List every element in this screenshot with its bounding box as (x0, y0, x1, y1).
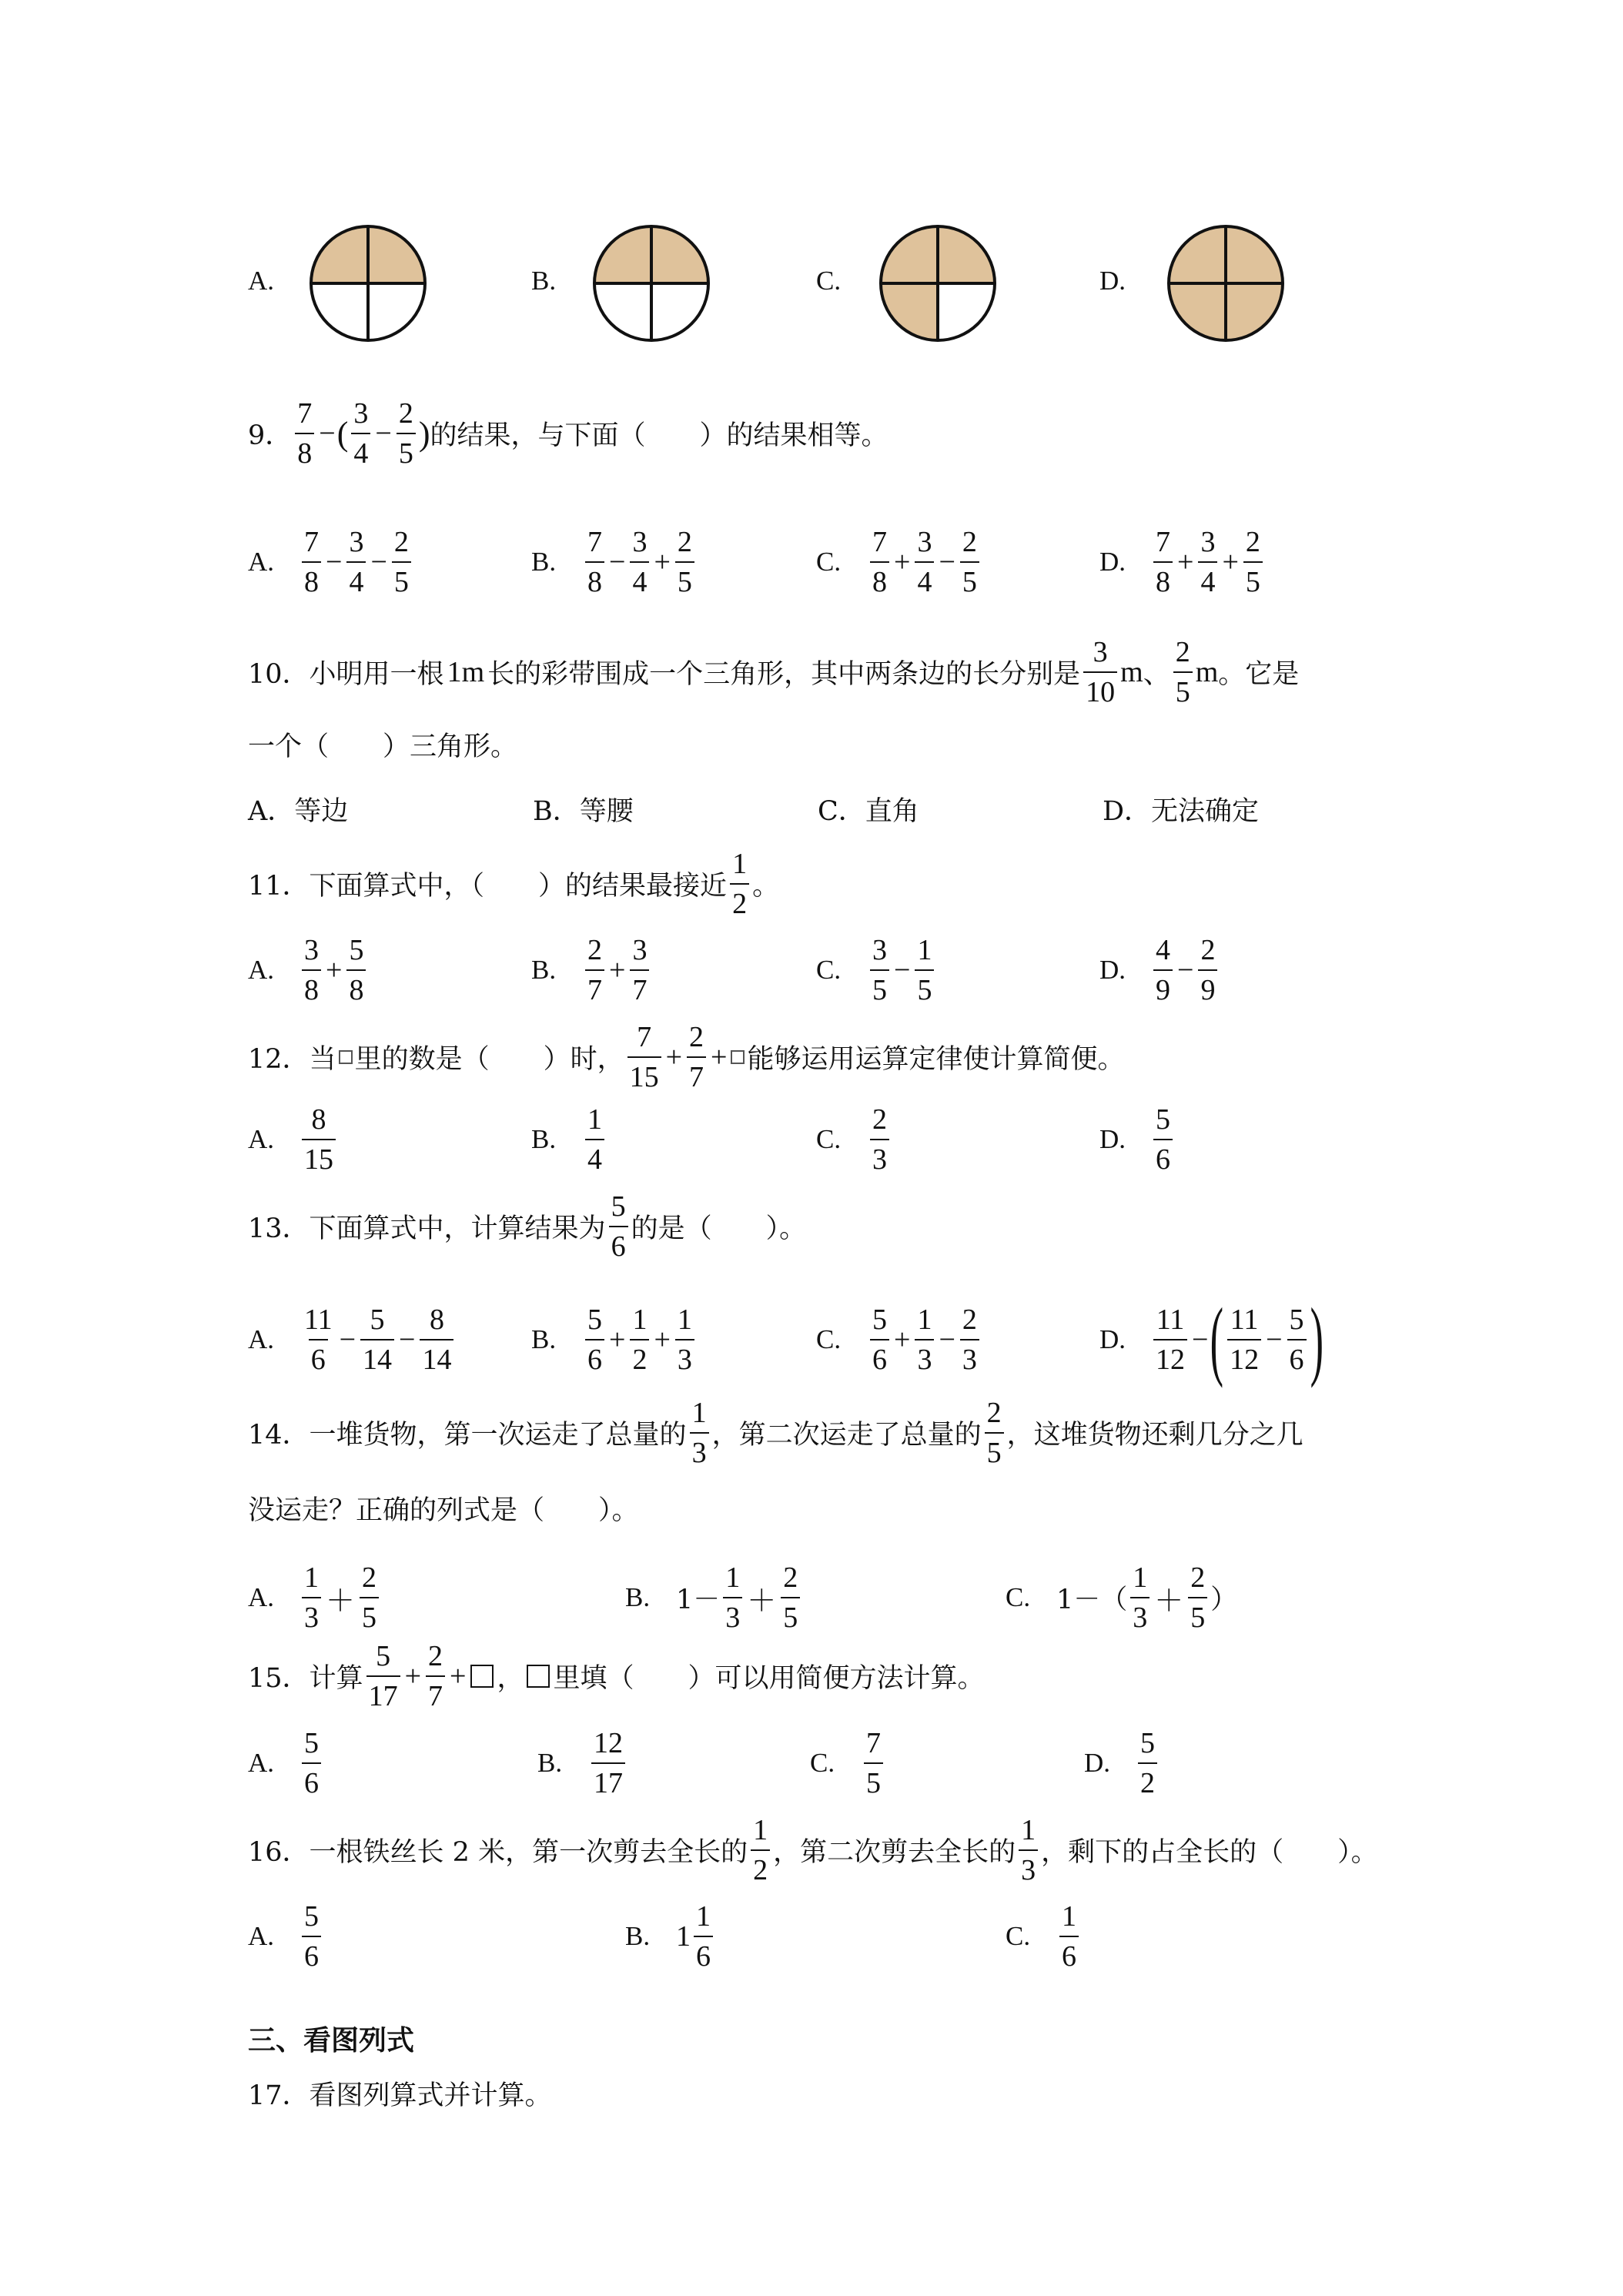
operator: + (894, 546, 911, 578)
question-number: 12． (248, 1044, 310, 1075)
operator: − (339, 1324, 356, 1356)
option-c[interactable] (816, 928, 937, 1012)
question-text: 。它是 (1218, 659, 1300, 690)
fraction: 1 6 (1059, 1902, 1079, 1971)
fraction: 5 6 (585, 1305, 604, 1374)
fraction: 2 5 (1188, 1563, 1207, 1632)
blank-box (470, 1665, 494, 1688)
punctuation: 。 (752, 871, 780, 902)
fraction: $\frac{2}{3}$ (960, 1305, 979, 1374)
question-text: 一堆货物，第一次运走了总量的 (309, 1420, 687, 1451)
option-a[interactable] (248, 1721, 324, 1806)
question-text: 当 (309, 1044, 336, 1075)
question-15 (248, 1634, 984, 1719)
question-text: 能够运用运算定律使计算简便。 (747, 1044, 1125, 1075)
operator: + (665, 1041, 683, 1073)
whole-number: 1 (676, 1920, 691, 1953)
option-label: C. (816, 955, 842, 985)
fraction: 5 6 (302, 1902, 321, 1971)
question-13 (248, 1184, 806, 1269)
question-text: 小明用一根 (309, 659, 444, 690)
fraction: 5 6 (870, 1305, 889, 1374)
fraction: $\frac{8}{14}$ (420, 1305, 453, 1374)
question-text: ，第二次剪去全长的 (773, 1837, 1016, 1868)
option-a[interactable] (248, 520, 414, 604)
fraction: 3 8 (302, 935, 321, 1005)
option-label: B. (625, 1921, 651, 1951)
option-label: A. (248, 1124, 275, 1154)
fraction: 7 8 (1153, 527, 1173, 597)
option-c[interactable]: C．直角 (818, 796, 919, 827)
fraction: 1 3 (690, 1398, 709, 1468)
question-10-line2 (248, 725, 517, 764)
option-a[interactable] (248, 1294, 457, 1386)
operator: − (1266, 1324, 1283, 1356)
option-b[interactable] (531, 1294, 698, 1386)
operator: − (939, 1324, 955, 1356)
option-d[interactable]: D．无法确定 (1103, 796, 1260, 827)
operator: − (894, 954, 911, 986)
question-number: 11． (248, 871, 310, 902)
fraction: 2 3 (870, 1105, 889, 1174)
operator: ＋ (747, 1585, 777, 1618)
fraction: 2 7 (585, 935, 604, 1005)
option-label: A. (248, 1324, 275, 1354)
option-label: A. (248, 266, 275, 296)
option-label: B. (531, 955, 557, 985)
question-text: 的是（ ）。 (631, 1213, 807, 1244)
question-16 (248, 1808, 1378, 1893)
option-label: C. (1006, 1921, 1031, 1951)
option-label: C. (816, 1124, 842, 1154)
fraction: $\frac{1}{3}$ (675, 1305, 694, 1374)
question-text: 的结果，与下面（ ）的结果相等。 (430, 420, 888, 451)
question-11 (248, 845, 779, 922)
fraction: 7 8 (585, 527, 604, 597)
option-label: D. (1099, 266, 1126, 296)
operator: + (609, 954, 626, 986)
question-number: 17． (248, 2080, 310, 2111)
option-b[interactable] (531, 1097, 607, 1182)
question-text: 一个（ ）三角形。 (248, 731, 518, 762)
option-b[interactable]: B．等腰 (533, 796, 634, 827)
fraction: $\frac{2}{5}$ (960, 527, 979, 597)
fraction: 1 3 (302, 1563, 321, 1632)
section-title: 三、看图列式 (248, 2025, 415, 2057)
option-label: B. (531, 1124, 557, 1154)
fraction: $\frac{3}{4}$ (630, 527, 649, 597)
unit: m (1195, 656, 1219, 688)
option-c[interactable] (1006, 1894, 1082, 1979)
fraction: 7 8 (302, 527, 321, 597)
option-b[interactable] (531, 928, 652, 1012)
prefix: 1－ (676, 1585, 721, 1615)
fraction: 4 9 (1153, 935, 1173, 1005)
option-a[interactable] (248, 1555, 382, 1640)
fraction: 3 10 (1083, 638, 1117, 707)
fraction: $\frac{2}{5}$ (397, 399, 416, 468)
option-label: A. (248, 1582, 275, 1612)
fraction: 11 6 (304, 1304, 333, 1376)
option-label: D. (1099, 955, 1126, 985)
question-text: 下面算式中，计算结果为 (309, 1213, 606, 1244)
fraction: $\frac{5}{6}$ (1287, 1305, 1307, 1374)
question-text: 下面算式中，（ ）的结果最接近 (309, 871, 728, 902)
fraction: 8 15 (302, 1105, 336, 1174)
fraction: $\frac{2}{5}$ (392, 527, 411, 597)
operator: − (1177, 954, 1194, 986)
operator: + (450, 1660, 467, 1692)
question-10 (248, 630, 1299, 715)
suffix: ） (1210, 1585, 1238, 1615)
blank-box (731, 1050, 745, 1064)
fraction: $\frac{3}{4}$ (915, 527, 934, 597)
option-label: C. (1006, 1582, 1031, 1612)
punctuation: ， (497, 1663, 524, 1694)
fraction: $\frac{2}{5}$ (675, 527, 694, 597)
option-label: A. (248, 1921, 275, 1951)
question-text: 计算 (309, 1663, 363, 1694)
fraction: 5 6 (609, 1192, 628, 1261)
right-paren: ) (1310, 1290, 1323, 1389)
question-text: 一根铁丝长 2 米，第一次剪去全长的 (309, 1837, 748, 1868)
option-d[interactable] (1084, 1721, 1160, 1806)
question-number: 14． (248, 1420, 310, 1451)
blank-box (527, 1665, 550, 1688)
fraction: $\frac{2}{9}$ (1198, 935, 1217, 1005)
question-text: 看图列算式并计算。 (309, 2080, 552, 2111)
fraction: $\frac{1}{2}$ (630, 1305, 649, 1374)
operator: − (1192, 1324, 1209, 1356)
question-number: 15． (248, 1663, 310, 1694)
question-14 (248, 1391, 1303, 1475)
fraction: 1 3 (1130, 1563, 1149, 1632)
fraction: 3 4 (351, 399, 370, 468)
option-a[interactable] (248, 1894, 324, 1979)
option-label: A. (248, 955, 275, 985)
option-label: B. (531, 547, 557, 577)
operator: + (326, 954, 343, 986)
fraction: $\frac{1}{5}$ (915, 935, 934, 1005)
fraction: 1 6 (694, 1902, 713, 1971)
option-label: B. (537, 1748, 563, 1778)
fraction: 1 3 (723, 1563, 742, 1632)
unit: 1m (447, 656, 485, 688)
blank-box (339, 1050, 353, 1064)
fraction: 11 12 (1227, 1305, 1261, 1374)
quarter-circle-figure[interactable] (1163, 220, 1289, 346)
question-10-options (248, 790, 1259, 828)
question-number: 10． (248, 659, 310, 690)
fraction: 2 5 (1173, 638, 1193, 707)
fraction: 5 17 (366, 1642, 400, 1711)
question-number: 16． (248, 1837, 310, 1868)
question-text: ，第二次运走了总量的 (711, 1420, 982, 1451)
option-label: C. (816, 1324, 842, 1354)
operator: − (326, 546, 343, 578)
operator: − (939, 546, 955, 578)
fraction: $\frac{3}{7}$ (630, 935, 649, 1005)
quarter-circle-figure[interactable] (588, 220, 714, 346)
fraction: 1 3 (1019, 1816, 1038, 1885)
question-17 (248, 2074, 552, 2113)
option-d[interactable] (1099, 520, 1266, 604)
fraction: 3 5 (870, 935, 889, 1005)
question-number: 9． (248, 420, 293, 451)
operator: − (609, 546, 626, 578)
option-label: C. (816, 266, 842, 296)
option-label: A. (248, 547, 275, 577)
option-label: A. (248, 1748, 275, 1778)
fraction: $\frac{3}{4}$ (1198, 527, 1217, 597)
fraction: 7 5 (864, 1729, 883, 1798)
fraction: 2 5 (781, 1563, 800, 1632)
operator: + (654, 1324, 671, 1356)
option-label: B. (531, 1324, 557, 1354)
option-d[interactable] (1099, 928, 1220, 1012)
fraction: 1 4 (585, 1105, 604, 1174)
fraction: 7 15 (627, 1022, 661, 1092)
operator: ＋ (326, 1585, 356, 1618)
operator: ＋ (1154, 1585, 1184, 1618)
option-label: C. (810, 1748, 835, 1778)
separator: 、 (1143, 659, 1170, 690)
option-a[interactable] (248, 1097, 339, 1182)
option-c[interactable] (816, 520, 982, 604)
option-a[interactable]: A．等边 (248, 796, 349, 827)
fraction: $\frac{3}{4}$ (346, 527, 366, 597)
fraction: 2 5 (360, 1563, 379, 1632)
option-label: D. (1099, 1124, 1126, 1154)
option-b[interactable] (625, 1894, 716, 1979)
fraction: $\frac{2}{5}$ (1243, 527, 1263, 597)
fraction: 7 8 (870, 527, 889, 597)
quarter-circle-figure[interactable] (305, 220, 431, 346)
question-text: 长的彩带围成一个三角形，其中两条边的长分别是 (487, 659, 1081, 690)
question-text: ，剩下的占全长的（ ）。 (1041, 1837, 1378, 1868)
option-c[interactable] (1006, 1555, 1237, 1640)
operator: + (654, 546, 671, 578)
operator: + (404, 1660, 421, 1692)
question-text: 里的数是（ ）时， (354, 1044, 624, 1075)
left-paren: ( (1210, 1290, 1224, 1389)
fraction: 1 2 (730, 849, 749, 919)
option-c[interactable] (816, 1097, 892, 1182)
fraction: $\frac{5}{8}$ (346, 935, 366, 1005)
fraction: 12 17 (591, 1729, 625, 1798)
fraction: 5 6 (302, 1729, 321, 1798)
option-d[interactable] (1099, 1097, 1176, 1182)
operator: + (711, 1041, 728, 1073)
fraction: 2 5 (985, 1398, 1004, 1468)
question-14-line2 (248, 1489, 639, 1528)
operator: − (370, 546, 387, 578)
operator: + (1177, 546, 1194, 578)
option-label: C. (816, 547, 842, 577)
option-d[interactable] (1099, 1290, 1323, 1389)
option-label: D. (1099, 1324, 1126, 1354)
fraction: 5 2 (1138, 1729, 1157, 1798)
option-label: B. (625, 1582, 651, 1612)
question-text: 没运走？正确的列式是（ ）。 (248, 1495, 639, 1526)
question-text: ，这堆货物还剩几分之几 (1006, 1420, 1303, 1451)
fraction: 11 12 (1153, 1305, 1187, 1374)
fraction: 1 2 (751, 1816, 770, 1885)
fraction: 5 6 (1153, 1105, 1173, 1174)
fraction: $\frac{5}{14}$ (360, 1305, 394, 1374)
prefix: 1－（ (1056, 1585, 1128, 1615)
fraction: $\frac{2}{7}$ (687, 1022, 706, 1092)
operator: + (894, 1324, 911, 1356)
option-label: D. (1099, 547, 1126, 577)
question-12 (248, 1015, 1124, 1099)
operator: + (1222, 546, 1239, 578)
quarter-circle-figure[interactable] (875, 220, 1001, 346)
option-a[interactable] (248, 928, 369, 1012)
option-b[interactable] (537, 1721, 628, 1806)
option-label: D. (1084, 1748, 1111, 1778)
option-c[interactable] (816, 1294, 982, 1386)
operator: + (609, 1324, 626, 1356)
question-9: 9． 7 8 − ( 3 4 − $\frac{2}{5}$ ) 的结果，与下面（ ）的结果相等。 (248, 397, 888, 470)
question-text: 里填（ ）可以用简便方法计算。 (553, 1663, 985, 1694)
fraction: $\frac{2}{7}$ (426, 1642, 445, 1711)
option-b[interactable] (531, 520, 698, 604)
option-b[interactable] (625, 1555, 803, 1640)
unit: m (1120, 656, 1143, 688)
fraction: 7 8 (295, 399, 314, 468)
question-number: 13． (248, 1213, 310, 1244)
option-c[interactable] (810, 1721, 886, 1806)
option-label: B. (531, 266, 557, 296)
fraction: $\frac{1}{3}$ (915, 1305, 934, 1374)
operator: − (399, 1324, 416, 1356)
